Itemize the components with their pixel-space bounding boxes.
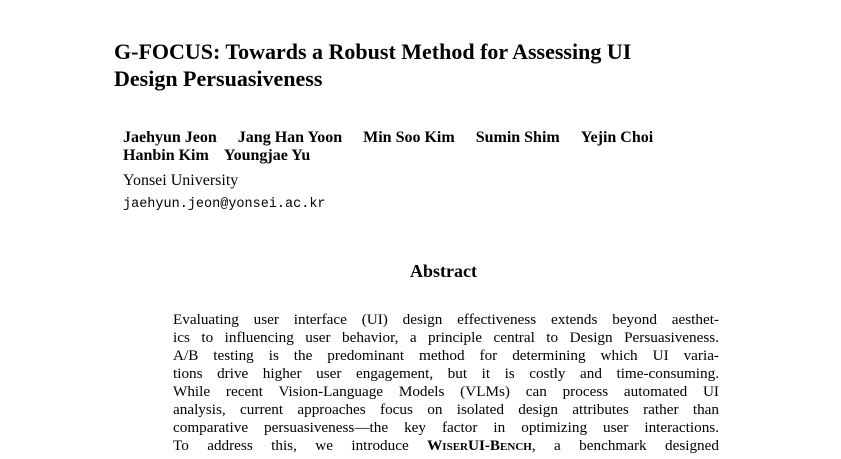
paper-title-line-1: G-FOCUS: Towards a Robust Method for Assessing UI [114,39,632,64]
paper-title-line-2: Design Persuasiveness [114,66,323,91]
author-name: Min Soo Kim [363,129,455,146]
abstract-line: A/B testing is the predominant method for determining which UI varia- [173,347,719,364]
abstract-line: tions drive higher user engagement, but it is costly and time-consuming. [173,365,719,382]
author-name: Jang Han Yoon [237,129,343,146]
author-name: Sumin Shim [475,129,560,146]
abstract-line: analysis, current approaches focus on isolated design attributes rather than [173,401,719,418]
affiliation: Yonsei University [123,172,239,189]
author-row-2 [123,147,743,165]
abstract-text: , a benchmark designed [531,437,719,454]
abstract-heading: Abstract [410,261,477,281]
abstract-line: ics to influencing user behavior, a principle central to Design Persuasiveness. [173,329,719,346]
abstract-text: To address this, we introduce [173,437,428,454]
abstract-body [173,311,719,455]
author-row-1 [123,129,743,147]
benchmark-name: WiserUI-Bench [427,437,532,454]
author-list [123,129,743,165]
abstract-line: comparative persuasiveness—the key factor in optimizing user interactions. [173,419,719,436]
author-name: Yejin Choi [580,129,654,146]
abstract-line-last [173,437,719,455]
abstract-line: While recent Vision-Language Models (VLMs) can process automated UI [173,383,719,400]
paper-title [114,38,754,92]
author-name: Jaehyun Jeon [123,129,217,146]
author-name: Hanbin Kim [123,147,209,164]
abstract-line: Evaluating user interface (UI) design effectiveness extends beyond aesthet- [173,311,719,328]
author-email[interactable]: jaehyun.jeon@yonsei.ac.kr [123,197,326,212]
author-name: Youngjae Yu [223,147,311,164]
